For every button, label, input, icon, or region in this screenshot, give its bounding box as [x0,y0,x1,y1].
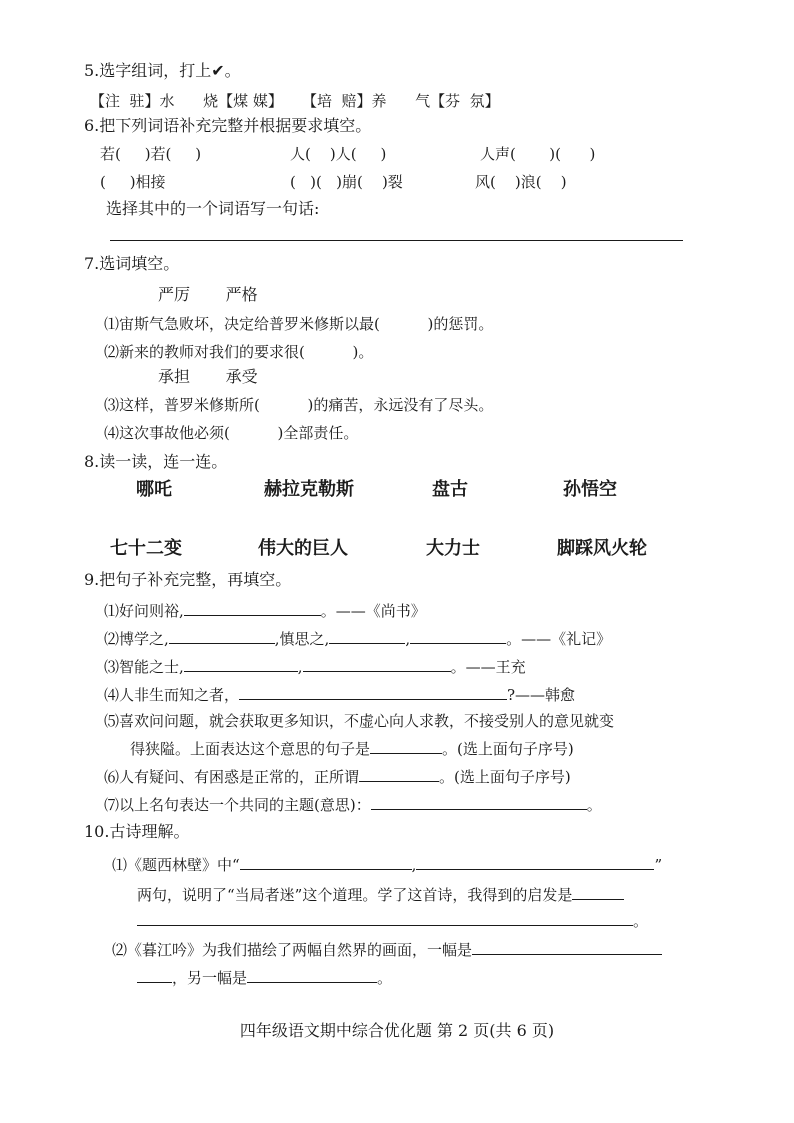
q10-text: 两句，说明了“当局者迷”这个道理。学了这首诗，我得到的启发是 [137,886,573,904]
q8-top-item[interactable]: 赫拉克勒斯 [264,479,354,500]
blank[interactable] [184,598,321,616]
q9-text: ⑵博学之, [104,630,169,648]
q10-part-2 [112,937,662,961]
q9-text: , [405,630,411,648]
q9-line-1 [104,598,426,622]
q10-text: ⑵《暮江吟》为我们描绘了两幅自然界的画面，一幅是 [112,941,473,959]
q7-title: 7.选词填空。 [84,254,180,273]
q6-title: 6.把下列词语补充完整并根据要求填空。 [84,116,372,135]
blank[interactable] [169,626,275,644]
q9-line-7 [104,792,602,816]
q6-item: 人声( )( ) [480,145,596,163]
q9-text: ⑷人非生而知之者， [104,686,240,704]
q8-bottom-item[interactable]: 七十二变 [110,538,182,559]
q9-line-4 [104,682,575,706]
blank[interactable] [370,736,442,754]
q8-bottom-item[interactable]: 伟大的巨人 [258,538,348,559]
q9-text: ⑹人有疑问、有困惑是正常的，正所谓 [104,768,360,786]
q10-text: ” [654,856,663,874]
blank[interactable] [371,792,587,810]
q7-sentence: ⑴宙斯气急败坏，决定给普罗米修斯以最( )的惩罚。 [104,315,494,333]
q10-text: ，另一幅是 [172,969,248,987]
q10-title: 10.古诗理解。 [84,822,190,841]
q9-line-5b [130,736,574,760]
page-footer: 四年级语文期中综合优化题 第 2 页(共 6 页) [239,1021,555,1040]
q9-text: , [297,658,303,676]
q6-item: 风( )浪( ) [475,173,567,191]
q9-text: 。(选上面句子序号) [442,740,574,758]
blank[interactable] [137,908,633,926]
q7-word-choices: 承担 承受 [158,367,258,386]
q8-title: 8.读一读，连一连。 [84,452,228,471]
blank[interactable] [329,626,405,644]
q10-text: 。 [377,969,393,987]
q7-sentence: ⑷这次事故他必须( )全部责任。 [104,424,359,442]
blank[interactable] [239,682,507,700]
q10-part-2b [137,965,392,989]
q8-bottom-item[interactable]: 大力士 [426,538,480,559]
q9-text: ,慎思之, [274,630,330,648]
q10-part-1b [137,882,624,906]
q7-sentence: ⑶这样，普罗米修斯所( )的痛苦，永远没有了尽头。 [104,396,494,414]
q9-text: 。——王充 [450,658,526,676]
q9-text: 。——《礼记》 [506,630,612,648]
blank[interactable] [240,852,412,870]
blank[interactable] [472,937,662,955]
blank[interactable] [184,654,298,672]
q9-text: ⑶智能之士, [104,658,184,676]
q9-text: 。 [586,796,602,814]
q7-sentence: ⑵新来的教师对我们的要求很( )。 [104,343,374,361]
q7-word-choices: 严厉 严格 [158,285,258,304]
blank[interactable] [416,852,654,870]
q10-part-1 [112,852,662,876]
q9-text: ⑺以上名句表达一个共同的主题(意思)： [104,796,371,814]
q10-part-1c [137,908,648,932]
blank[interactable] [572,882,624,900]
q9-title: 9.把句子补充完整，再填空。 [84,570,292,589]
blank[interactable] [410,626,506,644]
q9-line-6 [104,764,571,788]
q9-line-2 [104,626,611,650]
q5-title: 5.选字组词，打上✔。 [84,61,241,80]
blank[interactable] [137,965,172,983]
q8-top-item[interactable]: 盘古 [432,479,468,500]
q8-top-item[interactable]: 哪吒 [136,479,172,500]
q5-options: 【注 驻】水 烧【煤 媒】 【培 赔】养 气【芬 氛】 [90,92,500,110]
q6-prompt: 选择其中的一个词语写一句话: [106,199,320,218]
q9-text: 。(选上面句子序号) [439,768,571,786]
q9-text: 得狭隘。上面表达这个意思的句子是 [130,740,371,758]
q9-text: ?——韩愈 [507,686,576,704]
q10-text: 。 [633,912,649,930]
q6-item: 人( )人( ) [290,145,387,163]
blank[interactable] [247,965,377,983]
q9-text: ⑴好问则裕, [104,602,184,620]
blank[interactable] [303,654,451,672]
q8-bottom-item[interactable]: 脚踩风火轮 [557,538,647,559]
q6-item: ( )( )崩( )裂 [290,173,403,191]
q6-item: ( )相接 [100,173,166,191]
q10-text: ⑴《题西林壁》中“ [112,856,240,874]
answer-line[interactable] [110,240,683,241]
q9-line-5: ⑸喜欢问问题，就会获取更多知识，不虚心向人求教，不接受别人的意见就变 [104,712,615,730]
blank[interactable] [359,764,439,782]
q8-top-item[interactable]: 孙悟空 [563,479,617,500]
q9-line-3 [104,654,526,678]
q6-item: 若( )若( ) [100,145,202,163]
q9-text: 。——《尚书》 [320,602,426,620]
q10-text: , [411,856,417,874]
